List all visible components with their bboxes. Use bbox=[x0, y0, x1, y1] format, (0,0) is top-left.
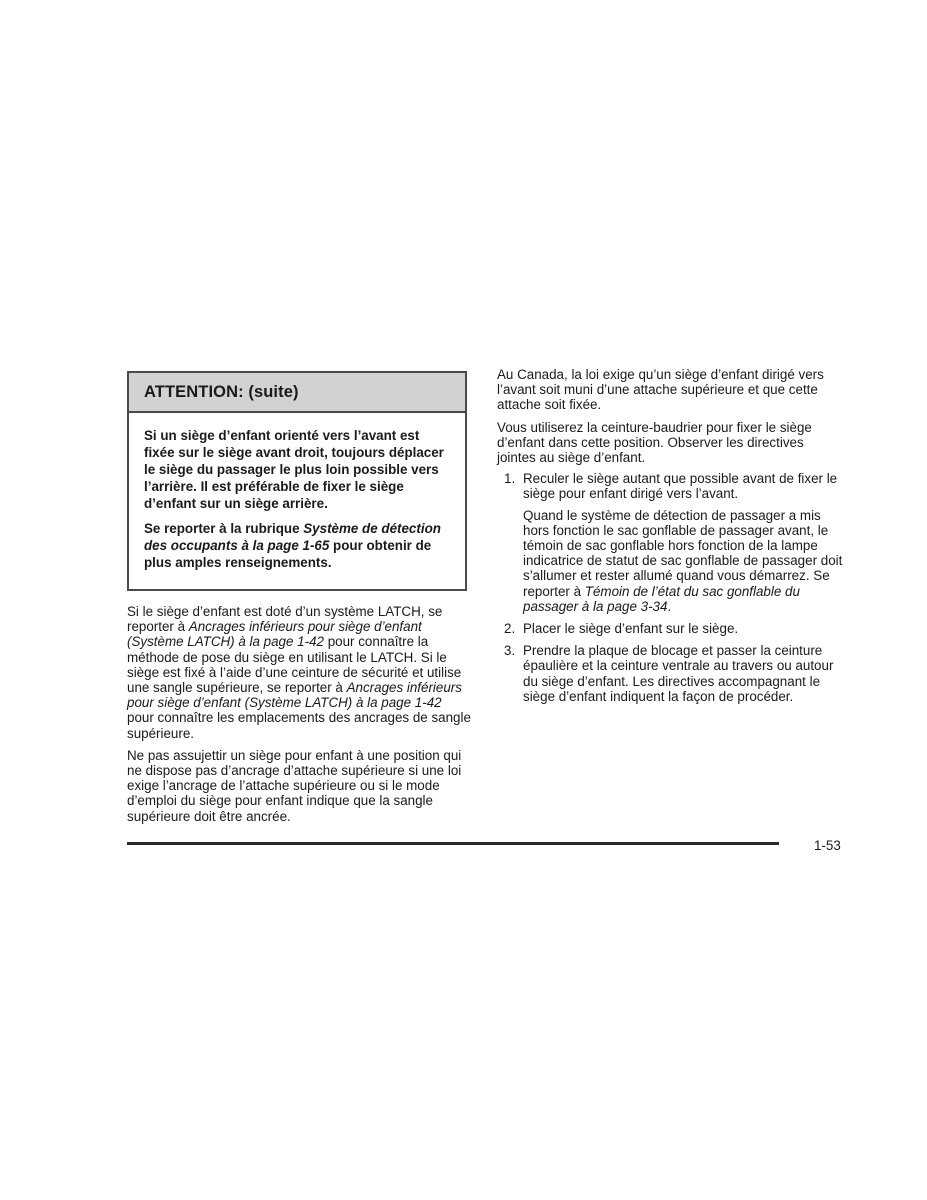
note-text: . bbox=[667, 598, 672, 614]
attention-body bbox=[129, 413, 465, 589]
right-paragraph-2: Vous utiliserez la ceinture-baudrier pour fixer le siège d’enfant dans cette position. Observer les directives jointes au siège d’enfant. bbox=[497, 419, 812, 466]
left-paragraph-1 bbox=[127, 604, 471, 741]
attention-paragraph-1: Si un siège d’enfant orienté vers l’avant est fixée sur le siège avant droit, toujours déplacer le siège du passager le plus loin possible vers l’arrière. Il est préférable de fixer le siège d’enfant sur un siège arrière. bbox=[144, 428, 444, 511]
attention-reference-link[interactable]: Système de détection des occupants à la page 1-65 bbox=[144, 521, 441, 553]
step-text: Reculer le siège autant que possible avant de fixer le siège pour enfant dirigé vers l’avant. bbox=[523, 471, 838, 502]
left-paragraph-2: Ne pas assujettir un siège pour enfant à une position qui ne dispose pas d’ancrage d’attache supérieure si une loi exige l’ancrage de l’attache supérieure ou si le mode d’emploi du siège pour enfant indique que la sangle supérieure doit être ancrée. bbox=[127, 747, 462, 824]
list-item bbox=[497, 643, 843, 704]
attention-text: Se reporter à la rubrique bbox=[144, 521, 304, 536]
body-text: pour connaître les emplacements des ancrages de sangle supérieure. bbox=[127, 710, 471, 741]
reference-link-airbag[interactable]: Témoin de l’état du sac gonflable du passager à la page 3-34 bbox=[523, 583, 800, 614]
step-text: Prendre la plaque de blocage et passer la ceinture épaulière et la ceinture ventrale au travers ou autour du siège d’enfant. Les directives accompagnant le siège d’enfant indiquent la façon de procéder. bbox=[523, 643, 834, 704]
footer-rule bbox=[127, 842, 779, 845]
body-text: Si le siège d’enfant est doté d’un système LATCH, se reporter à bbox=[127, 604, 443, 635]
reference-link-latch-2[interactable]: Ancrages inférieurs pour siège d’enfant (Système LATCH) à la page 1-42 bbox=[127, 680, 462, 711]
right-paragraph-1: Au Canada, la loi exige qu’un siège d’enfant dirigé vers l’avant soit muni d’une attache supérieure et que cette attache soit fixée. bbox=[497, 367, 824, 413]
attention-text: pour obtenir de plus amples renseignements. bbox=[144, 538, 432, 570]
left-column bbox=[127, 371, 471, 824]
step-text: Placer le siège d’enfant sur le siège. bbox=[523, 621, 739, 637]
list-item bbox=[497, 621, 843, 636]
list-item bbox=[497, 471, 843, 614]
attention-title: ATTENTION: (suite) bbox=[129, 373, 465, 413]
step-number: 3. bbox=[504, 643, 516, 659]
note-text: Quand le système de détection de passager a mis hors fonction le sac gonflable de passager avant, le témoin de sac gonflable hors fonction de la lampe indicatrice de statut de sac gonflable de passager doit s’allumer et rester allumé quand vous démarrez. Se reporter à bbox=[523, 507, 843, 599]
reference-link-latch[interactable]: Ancrages inférieurs pour siège d’enfant (Système LATCH) à la page 1-42 bbox=[127, 619, 422, 650]
body-text: pour connaître la méthode de pose du siège en utilisant le LATCH. Si le siège est fixé à l’aide d’une ceinture de sécurité et utilise une sangle supérieure, se reporter à bbox=[127, 634, 462, 696]
step-number: 2. bbox=[504, 621, 516, 637]
attention-paragraph-2 bbox=[144, 520, 451, 571]
attention-box bbox=[127, 371, 467, 591]
page-number: 1-53 bbox=[814, 838, 841, 853]
steps-list bbox=[497, 471, 843, 704]
right-column bbox=[497, 367, 843, 704]
step-note bbox=[523, 508, 843, 614]
step-number: 1. bbox=[504, 471, 516, 487]
